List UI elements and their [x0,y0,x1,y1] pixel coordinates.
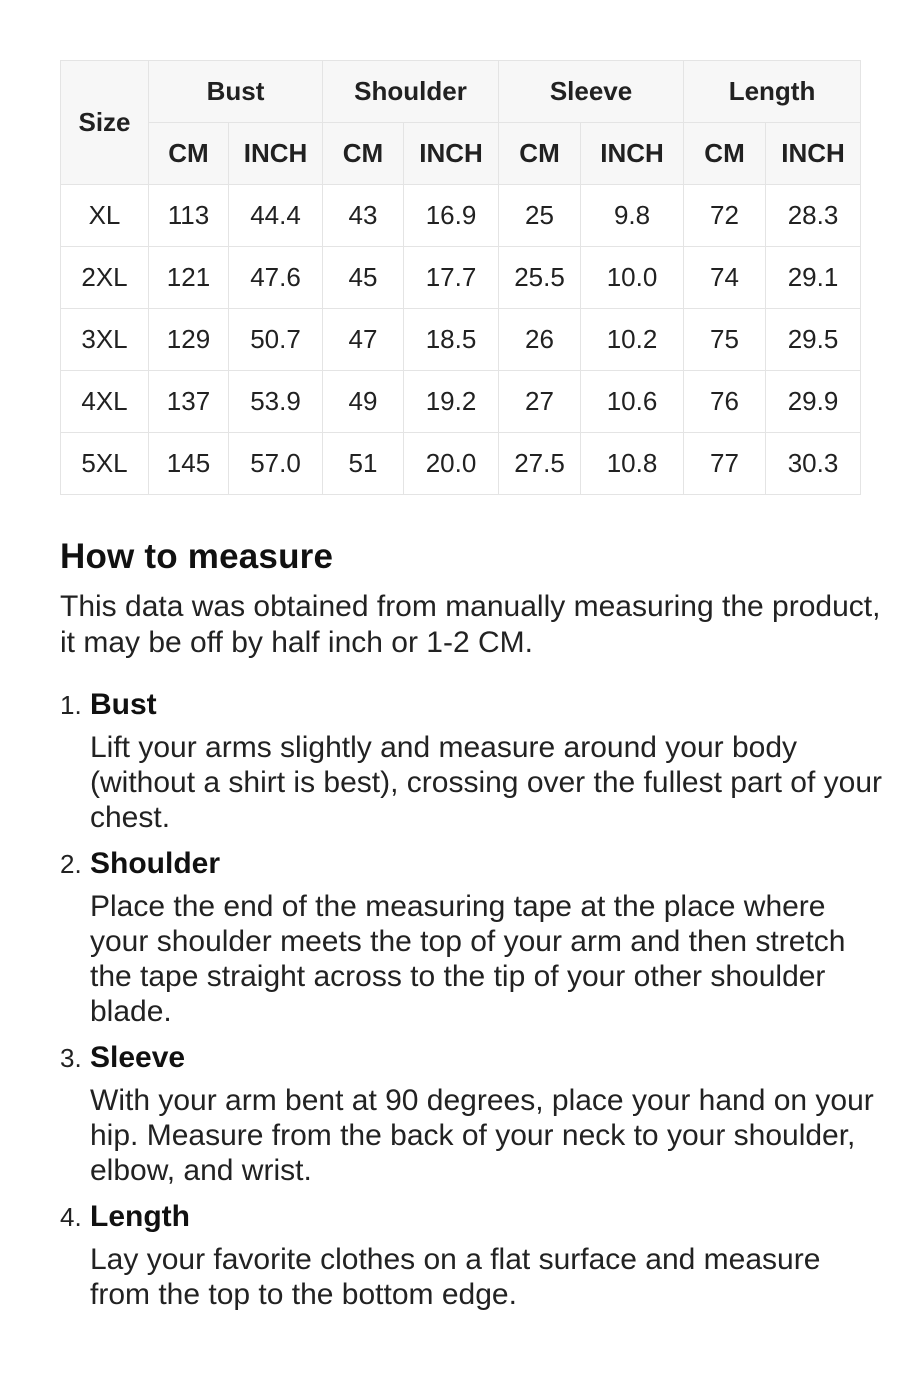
value-cell: 77 [684,433,766,495]
value-cell: 29.1 [766,247,861,309]
value-cell: 26 [499,309,581,371]
step-description: With your arm bent at 90 degrees, place your hand on your hip. Measure from the back of your neck to your shoulder, elbow, and wrist. [90,1084,874,1187]
value-cell: 43 [323,185,404,247]
step-title: Sleeve [90,1041,186,1074]
value-cell: 28.3 [766,185,861,247]
group-header-row [61,61,861,123]
value-cell: 49 [323,371,404,433]
value-cell: 44.4 [229,185,323,247]
value-cell: 113 [149,185,229,247]
value-cell: 137 [149,371,229,433]
measure-step-length [60,1198,885,1312]
table-row-5xl [61,433,861,495]
value-cell: 17.7 [404,247,499,309]
value-cell: 57.0 [229,433,323,495]
value-cell: 10.8 [581,433,684,495]
value-cell: 50.7 [229,309,323,371]
value-cell: 20.0 [404,433,499,495]
value-cell: 129 [149,309,229,371]
step-description: Lift your arms slightly and measure around your body (without a shirt is best), crossing over the fullest part of your chest. [90,731,882,834]
measure-intro-text: This data was obtained from manually measuring the product, it may be off by half inch or 1-2 CM. [60,590,881,659]
value-cell: 25.5 [499,247,581,309]
measure-step-sleeve [60,1039,885,1188]
measure-steps-list [60,686,885,1312]
value-cell: 29.5 [766,309,861,371]
value-cell: 29.9 [766,371,861,433]
table-row-xl [61,185,861,247]
step-description: Place the end of the measuring tape at the place where your shoulder meets the top of your arm and then stretch the tape straight across to the tip of your other shoulder blade. [90,890,846,1028]
size-cell: 4XL [61,371,149,433]
value-cell: 121 [149,247,229,309]
group-header-sleeve: Sleeve [499,61,684,123]
value-cell: 9.8 [581,185,684,247]
step-head [60,845,885,883]
value-cell: 16.9 [404,185,499,247]
value-cell: 19.2 [404,371,499,433]
step-number: 4. [60,1202,82,1232]
value-cell: 30.3 [766,433,861,495]
unit-header-bust-inch: INCH [229,123,323,185]
table-row-2xl [61,247,861,309]
size-cell: XL [61,185,149,247]
value-cell: 10.2 [581,309,684,371]
value-cell: 45 [323,247,404,309]
size-cell: 3XL [61,309,149,371]
unit-header-shoulder-inch: INCH [404,123,499,185]
step-head [60,1039,885,1077]
value-cell: 25 [499,185,581,247]
value-cell: 53.9 [229,371,323,433]
unit-header-length-inch: INCH [766,123,861,185]
step-title: Shoulder [90,847,221,880]
step-head [60,1198,885,1236]
size-chart-table [60,60,861,495]
unit-header-length-cm: CM [684,123,766,185]
value-cell: 18.5 [404,309,499,371]
unit-header-row [61,123,861,185]
value-cell: 10.6 [581,371,684,433]
value-cell: 51 [323,433,404,495]
group-header-length: Length [684,61,861,123]
value-cell: 27.5 [499,433,581,495]
value-cell: 72 [684,185,766,247]
value-cell: 74 [684,247,766,309]
step-title: Length [90,1200,190,1233]
value-cell: 27 [499,371,581,433]
size-chart-header [61,61,861,185]
size-cell: 2XL [61,247,149,309]
unit-header-bust-cm: CM [149,123,229,185]
step-number: 2. [60,849,82,879]
group-header-bust: Bust [149,61,323,123]
value-cell: 76 [684,371,766,433]
group-header-shoulder: Shoulder [323,61,499,123]
value-cell: 145 [149,433,229,495]
value-cell: 47 [323,309,404,371]
size-cell: 5XL [61,433,149,495]
measure-step-bust [60,686,885,835]
step-title: Bust [90,688,157,721]
step-head [60,686,885,724]
measure-step-shoulder [60,845,885,1029]
table-row-3xl [61,309,861,371]
value-cell: 10.0 [581,247,684,309]
step-description: Lay your favorite clothes on a flat surface and measure from the top to the bottom edge. [90,1243,821,1311]
unit-header-sleeve-inch: INCH [581,123,684,185]
value-cell: 75 [684,309,766,371]
size-chart-body [61,185,861,495]
table-row-4xl [61,371,861,433]
step-number: 3. [60,1043,82,1073]
value-cell: 47.6 [229,247,323,309]
step-number: 1. [60,690,82,720]
size-column-header: Size [61,61,149,185]
unit-header-shoulder-cm: CM [323,123,404,185]
how-to-measure-title: How to measure [60,537,334,576]
unit-header-sleeve-cm: CM [499,123,581,185]
